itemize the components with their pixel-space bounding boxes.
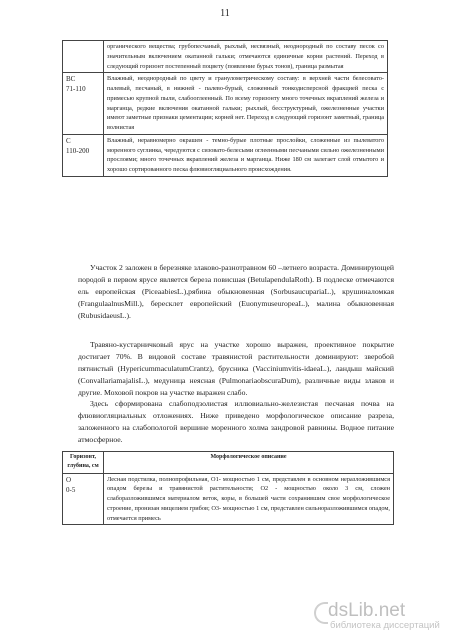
dslib-watermark [328,598,446,632]
paragraph-herb-layer [78,339,394,399]
table-row [63,134,388,176]
table-row [63,41,388,73]
watermark-logo: dsLib.net [328,600,406,621]
horizon-description: Влажный, неоднородный по цвету и гранулометрическому составу: в верхней части белесовато-палевый, песчаный, в нижней - палево-бурый, сложенный тонкодисперсной фракцией песка с примесью крупной пыли, слабооглеенный. По всему горизонту много точечных вкраплений железа и марганца, редкие включения окатанной гальки; рыхлый, бесструктурный, ожелезненные участки имеют заметные признаки цементации; корней нет. Переход в следующий горизонт заметный, граница волнистая [104,73,388,135]
page-number: 11 [220,8,230,19]
horizon-description: Лесная подстилка, полнопрофильная, О1- мощностью 1 см, представлен в основном неразложившимся опадом березы и травянистой растительности; О2 - мощностью около 3 см, сложен слаборазложившимся материалом веток, коры, в большей части сохранившим свое морфологическое строение, пронизан мицелием грибов; О3- мощностью 1 см, представлен сильноразложившимся опадом, отмечается примесь [104,473,394,525]
horizon-depth: 110-200 [66,146,90,155]
horizon-depth: 71-110 [66,85,86,94]
horizon-cell [63,134,104,176]
paragraph-text: Участок 2 заложен в березняке злаково-разнотравном 60 –летнего возраста. Доминирующей породой в первом ярусе является береза повисшая (BetulapendulaRoth). В подлеске отмечаются ель европейская (PiceaabiesL.),рябина обыкновенная (SorbusaucupariaL.), крушиналомкая (FrangulaalnusMill.), бересклет европейский (EuonymuseuropeaL.), малина обыкновенная (RubusidaeusL.). [78,263,394,320]
table-row [63,473,394,525]
horizon-depth: 0-5 [66,485,76,494]
header-description: Морфологическое описание [104,452,394,474]
paragraph-plot-2 [78,262,394,322]
horizon-cell [63,41,104,73]
horizon-name: ВС [66,75,76,84]
paragraph-soil [78,398,394,446]
paragraph-text: Здесь сформирована слабоподзолистая иллювиально-железистая песчаная почва на флювиогляциальных отложениях. Ниже приведено морфологическое описание разреза, заложенного на слабопологой вершине моренного холма зандровой равнины. Водное питание атмосферное. [78,399,394,444]
horizon-description: Влажный, неравномерно окрашен - темно-бурые плотные прослойки, сложенные из пылеватого моренного суглинка, чередуются с сизовато-белесыми оглеенными песчаными сильно ожелезненными прослоями; много точечных вкраплений железа и марганца. Ниже 180 см залегает слой отмытого и хорошо сортированного песка флювиогляциального происхождения. [104,134,388,176]
header-horizon: Горизонт, глубина, см [63,452,104,474]
soil-profile-table-continued [62,40,388,177]
horizon-cell [63,473,104,525]
horizon-name: О [66,475,72,484]
table-header-row [63,452,394,474]
horizon-cell [63,73,104,135]
watermark-logo-icon [314,602,328,624]
horizon-name: С [66,136,71,145]
paragraph-text: Травяно-кустарничковый ярус на участке хорошо выражен, проективное покрытие достигает 70%. В видовой составе травянистой растительности доминируют: зверобой пятнистый (HypericummaculatumCrantz), брусника (Vacciniumvitis-idaeaL.), ландыш майский (ConvallariamajalisL.), медуница неясная (PulmonariaobscuraDum), различные виды злаков и другие. Моховой покров на участке выражен слабо. [78,340,394,397]
watermark-subtitle: библиотека диссертаций [330,620,440,631]
soil-profile-table [62,451,394,525]
horizon-description: органического вещества; грубопесчаный, рыхлый, несвязный, неоднородный по составу песок со значительным включением окатанной гальки; отмечаются единичные корни растений. Переход в следующий горизонт постепенный поцвету (появление бурых тонов), граница размытая [104,41,388,73]
table-row [63,73,388,135]
